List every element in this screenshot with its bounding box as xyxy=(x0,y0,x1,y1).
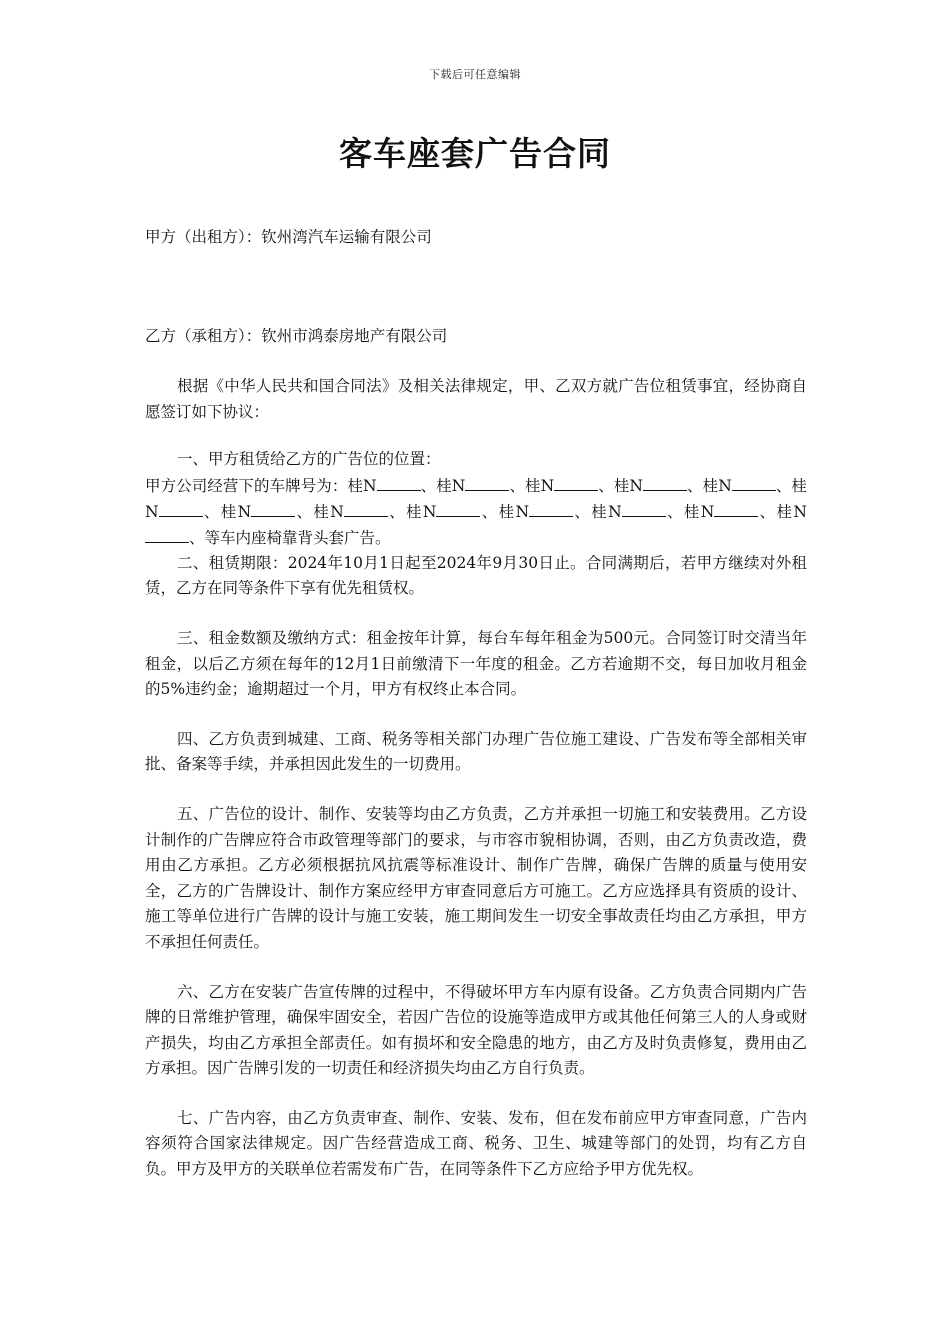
plate-blank[interactable] xyxy=(554,476,598,491)
plate-entry: 桂N xyxy=(684,503,758,521)
plate-blank[interactable] xyxy=(377,476,421,491)
clause-2: 二、租赁期限：2024年10月1日起至2024年9月30日止。合同满期后，若甲方继续对外租赁，乙方在同等条件下享有优先租赁权。 xyxy=(145,553,807,598)
header-note: 下载后可任意编辑 xyxy=(429,68,521,81)
plate-entry: 桂N xyxy=(347,477,420,495)
plate-blank[interactable] xyxy=(732,476,776,491)
plate-blank[interactable] xyxy=(714,502,758,517)
plate-entry: 桂N xyxy=(406,503,480,521)
plate-blank[interactable] xyxy=(344,502,388,517)
plate-blank[interactable] xyxy=(436,502,480,517)
plate-blank[interactable] xyxy=(145,528,189,543)
plate-entry: 桂N xyxy=(703,477,776,495)
clause-3: 三、租金数额及缴纳方式：租金按年计算，每台车每年租金为500元。合同签订时交清当年租金，以后乙方须在每年的12月1日前缴清下一年度的租金。乙方若逾期不交，每日加收月租金的5%违约金；逾期超过一个月，甲方有权终止本合同。 xyxy=(145,628,807,699)
party-b: 乙方（承租方）：钦州市鸿泰房地产有限公司 xyxy=(145,327,448,345)
plate-entry: 桂N xyxy=(145,476,807,521)
clause-1-plates: 甲方公司经营下的车牌号为：桂N 、桂N 、桂N 、桂N 、桂N 、桂N 、桂N 、桂N 、桂N 、桂N 、桂N 、桂N 、桂N、等车内座椅靠背头套广告。 xyxy=(145,476,807,547)
party-a: 甲方（出租方）：钦州湾汽车运输有限公司 xyxy=(145,228,432,246)
plate-blank[interactable] xyxy=(643,476,687,491)
clause-1-suffix: 、等车内座椅靠背头套广告。 xyxy=(189,528,391,547)
plate-blank[interactable] xyxy=(529,502,573,517)
plate-entry: 桂N xyxy=(313,503,387,521)
plate-entry: 桂N xyxy=(614,477,687,495)
plate-entry: 桂N xyxy=(499,503,573,521)
intro-paragraph: 根据《中华人民共和国合同法》及相关法律规定，甲、乙双方就广告位租赁事宜，经协商自愿签订如下协议： xyxy=(145,377,807,421)
clause-6: 六、乙方在安装广告宣传牌的过程中，不得破坏甲方车内原有设备。乙方负责合同期内广告牌的日常维护管理，确保牢固安全，若因广告位的设施等造成甲方或其他任何第三人的人身或财产损失，均由乙方承担全部责任。如有损坏和安全隐患的地方，由乙方及时负责修复，费用由乙方承担。因广告牌引发的一切责任和经济损失均由乙方自行负责。 xyxy=(145,982,807,1078)
plate-entry: 桂N xyxy=(221,503,295,521)
plate-blank[interactable] xyxy=(159,502,203,517)
clause-5: 五、广告位的设计、制作、安装等均由乙方负责，乙方并承担一切施工和安装费用。乙方设计制作的广告牌应符合市政管理等部门的要求，与市容市貌相协调，否则，由乙方负责改造，费用由乙方承担。乙方必须根据抗风抗震等标准设计、制作广告牌，确保广告牌的质量与使用安全，乙方的广告牌设计、制作方案应经甲方审查同意后方可施工。乙方应选择具有资质的设计、施工等单位进行广告牌的设计与施工安装，施工期间发生一切安全事故责任均由乙方承担，甲方不承担任何责任。 xyxy=(145,804,807,951)
clause-1-prefix: 甲方公司经营下的车牌号为： xyxy=(145,476,348,495)
plate-blank[interactable] xyxy=(622,502,666,517)
clause-4: 四、乙方负责到城建、工商、税务等相关部门办理广告位施工建设、广告发布等全部相关审批、备案等手续，并承担因此发生的一切费用。 xyxy=(145,729,807,774)
plate-entry: 桂N xyxy=(145,503,807,547)
contract-title: 客车座套广告合同 xyxy=(339,134,611,173)
plate-blank[interactable] xyxy=(465,476,509,491)
plate-entry: 桂N xyxy=(436,477,509,495)
plate-blank[interactable] xyxy=(251,502,295,517)
clause-1-heading: 一、甲方租赁给乙方的广告位的位置： xyxy=(177,450,441,469)
plate-entry: 桂N xyxy=(525,477,598,495)
clause-7: 七、广告内容，由乙方负责审查、制作、安装、发布，但在发布前应甲方审查同意，广告内容须符合国家法律规定。因广告经营造成工商、税务、卫生、城建等部门的处罚，均有乙方自负。甲方及甲方的关联单位若需发布广告，在同等条件下乙方应给予甲方优先权。 xyxy=(145,1108,807,1179)
plate-entry: 桂N xyxy=(591,503,665,521)
contract-body xyxy=(145,374,807,1183)
